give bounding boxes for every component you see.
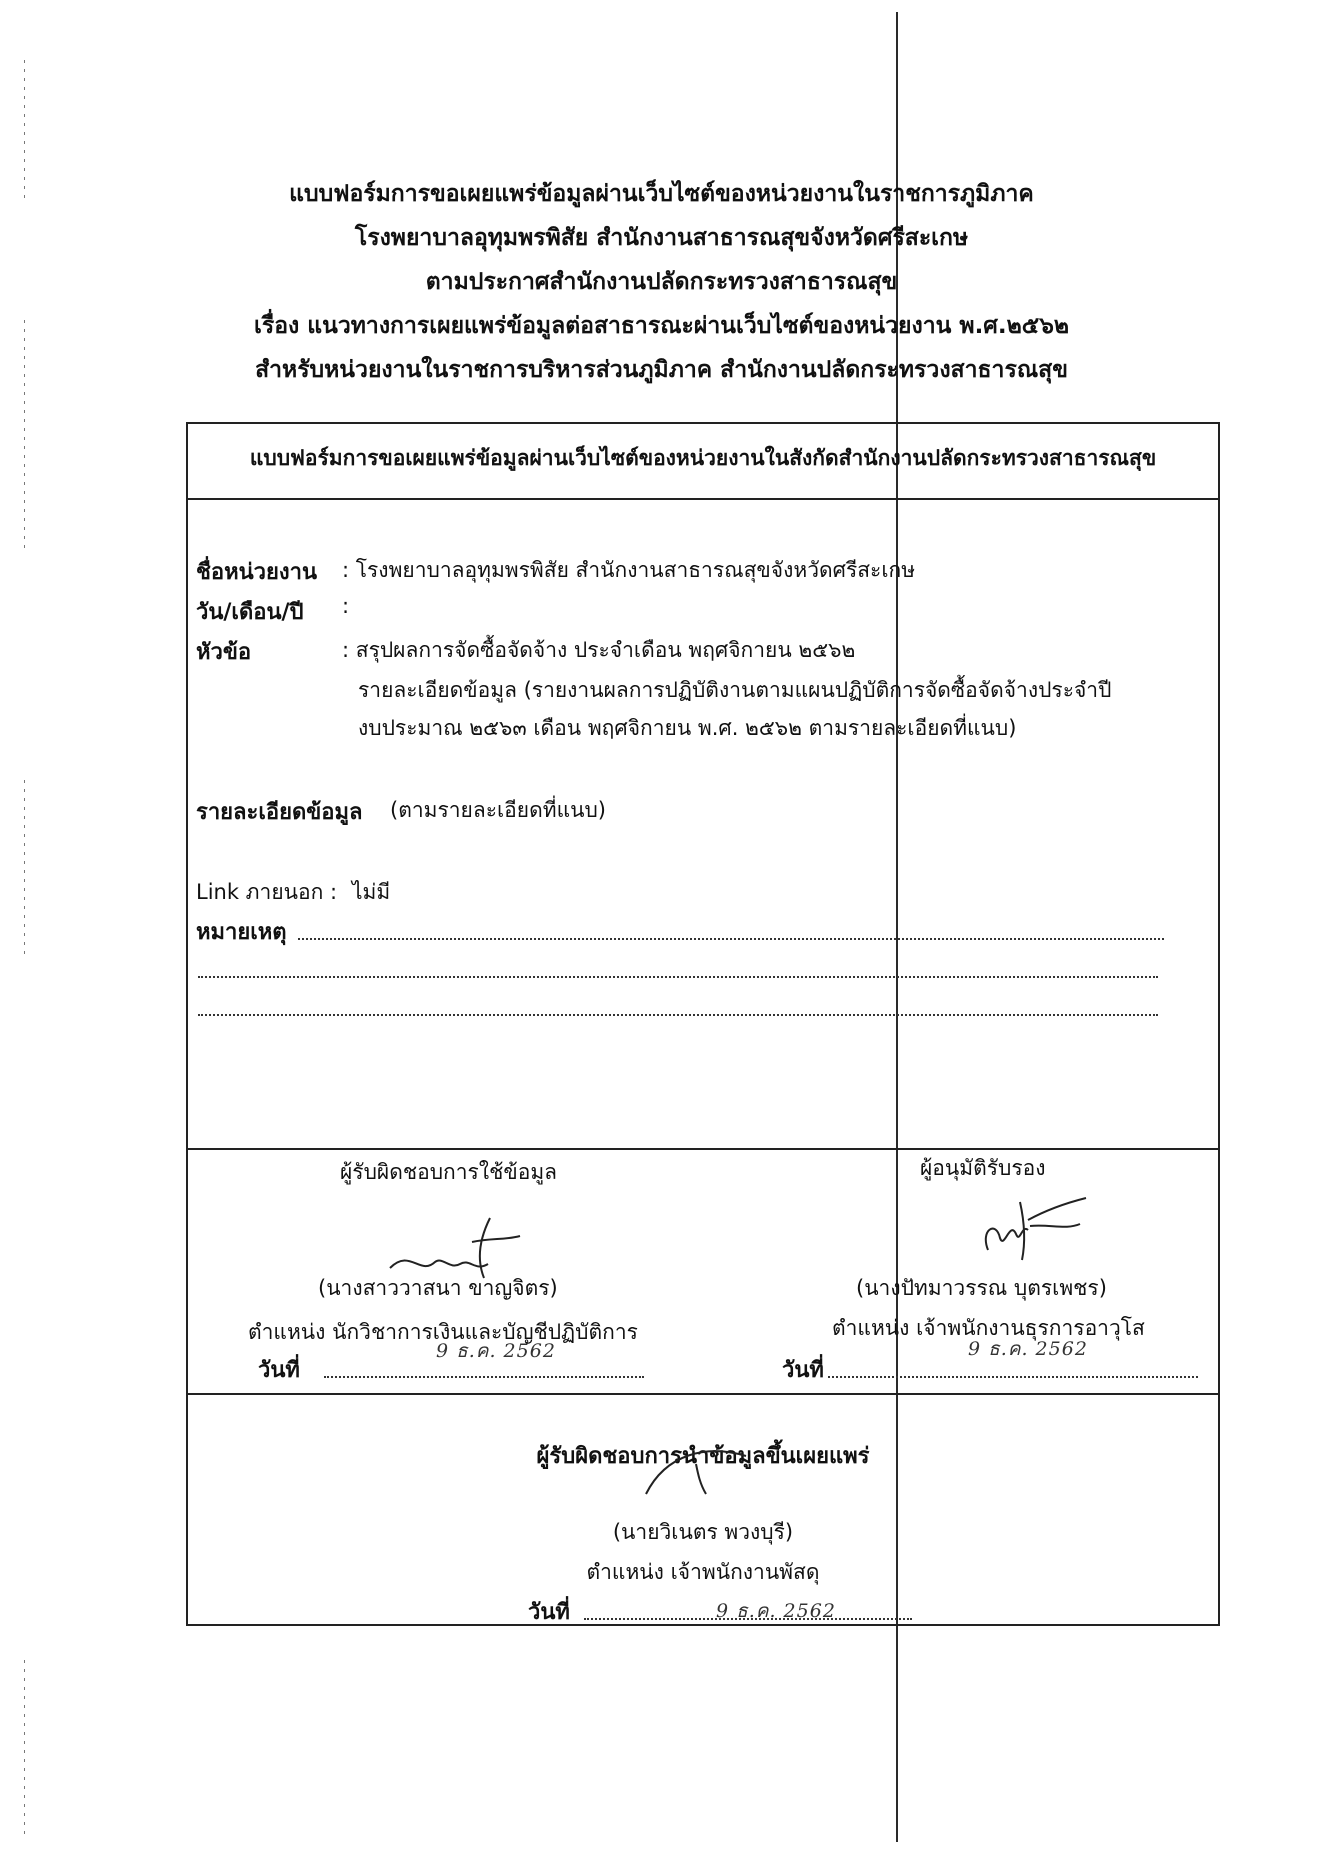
header-line-4: เรื่อง แนวทางการเผยแพร่ข้อมูลต่อสาธารณะผ่านเว็บไซต์ของหน่วยงาน พ.ศ.๒๕๖๒ xyxy=(254,313,1069,339)
topic-value: : สรุปผลการจัดซื้อจัดจ้าง ประจำเดือน พฤศจิกายน ๒๕๖๒ xyxy=(342,638,856,662)
left-signer-role: ผู้รับผิดชอบการใช้ข้อมูล xyxy=(340,1160,558,1184)
right-date-value: 9 ธ.ค. 2562 xyxy=(968,1338,1088,1360)
bottom-signer-role: ผู้รับผิดชอบการนำข้อมูลขึ้นเผยแพร่ xyxy=(536,1444,870,1469)
agency-value: : โรงพยาบาลอุทุมพรพิสัย สำนักงานสาธารณสุขจังหวัดศรีสะเกษ xyxy=(342,558,916,582)
agency-label: ชื่อหน่วยงาน xyxy=(196,560,318,585)
margin-mark xyxy=(24,1660,25,1840)
bottom-date-label: วันที่ xyxy=(528,1600,570,1625)
topic-detail-line-1: รายละเอียดข้อมูล (รายงานผลการปฏิบัติงานตามแผนปฏิบัติการจัดซื้อจัดจ้างประจำปี xyxy=(358,678,1112,702)
right-date-label: วันที่ xyxy=(782,1358,824,1383)
date-label: วัน/เดือน/ปี xyxy=(196,600,304,625)
remark-dotted-line xyxy=(298,938,1164,940)
left-date-value: 9 ธ.ค. 2562 xyxy=(436,1340,556,1362)
external-link-value: ไม่มี xyxy=(352,880,391,904)
header-line-5: สำหรับหน่วยงานในราชการบริหารส่วนภูมิภาค สำนักงานปลัดกระทรวงสาธารณสุข xyxy=(255,357,1068,383)
right-signer-name: (นางปัทมาวรรณ บุตรเพชร) xyxy=(856,1276,1107,1300)
remark-dotted-line xyxy=(198,1014,1158,1016)
left-signer-position: ตำแหน่ง นักวิชาการเงินและบัญชีปฏิบัติการ xyxy=(248,1320,638,1344)
external-link-label: Link ภายนอก : xyxy=(196,880,338,904)
bottom-signer-name: (นายวิเนตร พวงบุรี) xyxy=(612,1520,794,1544)
topic-detail-line-2: งบประมาณ ๒๕๖๓ เดือน พฤศจิกายน พ.ศ. ๒๕๖๒ ตามรายละเอียดที่แนบ) xyxy=(358,716,1017,740)
header-line-2: โรงพยาบาลอุทุมพรพิสัย สำนักงานสาธารณสุขจังหวัดศรีสะเกษ xyxy=(354,225,969,251)
detail-label: รายละเอียดข้อมูล xyxy=(196,800,363,825)
title-divider xyxy=(186,498,1220,500)
header-line-1: แบบฟอร์มการขอเผยแพร่ข้อมูลผ่านเว็บไซต์ของหน่วยงานในราชการภูมิภาค xyxy=(289,181,1034,207)
right-signer-role: ผู้อนุมัติรับรอง xyxy=(920,1156,1046,1180)
bottom-signer-position: ตำแหน่ง เจ้าพนักงานพัสดุ xyxy=(586,1560,820,1584)
left-date-label: วันที่ xyxy=(258,1358,300,1383)
form-box-title: แบบฟอร์มการขอเผยแพร่ข้อมูลผ่านเว็บไซต์ของหน่วยงานในสังกัดสำนักงานปลัดกระทรวงสาธารณสุข xyxy=(249,446,1157,470)
right-date-line xyxy=(828,1376,1198,1378)
signature-divider xyxy=(186,1148,1220,1150)
detail-value: (ตามรายละเอียดที่แนบ) xyxy=(390,798,606,822)
header-line-3: ตามประกาศสำนักงานปลัดกระทรวงสาธารณสุข xyxy=(425,269,898,295)
topic-label: หัวข้อ xyxy=(196,640,252,665)
right-signature-graphic xyxy=(970,1190,1090,1270)
remark-label: หมายเหตุ xyxy=(196,920,287,945)
left-date-line xyxy=(324,1376,644,1378)
bottom-signature-divider xyxy=(186,1393,1220,1395)
remark-dotted-line xyxy=(198,976,1158,978)
bottom-signature-graphic xyxy=(636,1434,766,1504)
right-signer-position: ตำแหน่ง เจ้าพนักงานธุรการอาวุโส xyxy=(832,1316,1145,1340)
left-signer-name: (นางสาววาสนา ขาญจิตร) xyxy=(318,1276,558,1300)
bottom-date-value: 9 ธ.ค. 2562 xyxy=(716,1600,836,1622)
margin-mark xyxy=(24,780,25,960)
date-value: : xyxy=(342,594,350,618)
